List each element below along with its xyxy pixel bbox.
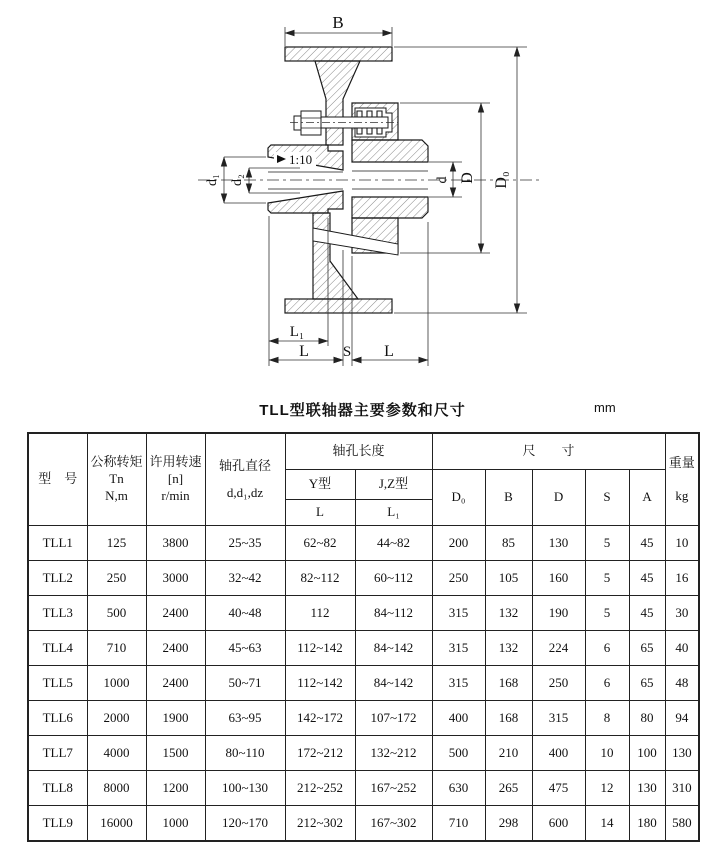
- table-cell: 310: [665, 771, 699, 806]
- table-cell: TLL4: [28, 631, 87, 666]
- table-cell: 125: [87, 526, 146, 561]
- table-cell: 65: [629, 631, 665, 666]
- table-cell: 160: [532, 561, 585, 596]
- table-row: [28, 771, 699, 806]
- table-cell: 5: [585, 526, 629, 561]
- table-cell: 224: [532, 631, 585, 666]
- dim-label-D0: D₀: [493, 171, 510, 189]
- table-cell: 315: [432, 596, 485, 631]
- table-cell: 5: [585, 561, 629, 596]
- table-cell: 475: [532, 771, 585, 806]
- table-cell: 2000: [87, 701, 146, 736]
- table-cell: 100~130: [205, 771, 285, 806]
- table-cell: 130: [629, 771, 665, 806]
- table-cell: 212~302: [285, 806, 355, 842]
- table-cell: 12: [585, 771, 629, 806]
- table-cell: 84~142: [355, 631, 432, 666]
- table-cell: 6: [585, 666, 629, 701]
- table-cell: 112~142: [285, 631, 355, 666]
- dim-label-S: S: [342, 344, 352, 360]
- table-cell: 32~42: [205, 561, 285, 596]
- table-cell: 132~212: [355, 736, 432, 771]
- brake-wheel-top-rim: [285, 47, 392, 61]
- table-cell: 400: [432, 701, 485, 736]
- table-cell: 250: [532, 666, 585, 701]
- speed-line3: r/min: [161, 487, 190, 503]
- table-cell: 1500: [146, 736, 205, 771]
- table-cell: 80: [629, 701, 665, 736]
- table-cell: 40~48: [205, 596, 285, 631]
- table-cell: 8: [585, 701, 629, 736]
- col-header-weight: [665, 433, 699, 526]
- coupling-drawing: [0, 0, 725, 396]
- table-cell: 65: [629, 666, 665, 701]
- table-cell: 45: [629, 561, 665, 596]
- table-cell: 2400: [146, 631, 205, 666]
- table-cell: 60~112: [355, 561, 432, 596]
- table-cell: 50~71: [205, 666, 285, 701]
- table-cell: 3000: [146, 561, 205, 596]
- table-cell: 63~95: [205, 701, 285, 736]
- table-cell: 3800: [146, 526, 205, 561]
- table-cell: 10: [585, 736, 629, 771]
- torque-line1: 公称转矩: [90, 454, 143, 470]
- table-cell: 16000: [87, 806, 146, 842]
- table-cell: 84~112: [355, 596, 432, 631]
- table-cell: 600: [532, 806, 585, 842]
- table-cell: 105: [485, 561, 532, 596]
- col-header-model: 型 号: [28, 433, 87, 526]
- taper-label: 1:10: [289, 152, 313, 167]
- table-row: [28, 736, 699, 771]
- table-cell: 500: [87, 596, 146, 631]
- table-cell: 1000: [146, 806, 205, 842]
- col-header-L: L: [285, 500, 355, 526]
- table-cell: 80~110: [205, 736, 285, 771]
- col-header-torque: [87, 433, 146, 526]
- table-cell: TLL2: [28, 561, 87, 596]
- table-cell: 710: [432, 806, 485, 842]
- speed-line2: [n]: [167, 471, 184, 487]
- table-cell: 130: [532, 526, 585, 561]
- col-header-D0: D₀: [432, 470, 485, 526]
- table-cell: 400: [532, 736, 585, 771]
- table-cell: 100: [629, 736, 665, 771]
- table-row: [28, 526, 699, 561]
- left-hub-lower: [268, 191, 343, 213]
- weight-line2: kg: [675, 487, 689, 503]
- bolt-hex-head: [301, 111, 321, 135]
- table-cell: 62~82: [285, 526, 355, 561]
- table-cell: 710: [87, 631, 146, 666]
- col-header-y-type: Y型: [285, 470, 355, 500]
- table-cell: 580: [665, 806, 699, 842]
- table-row: [28, 561, 699, 596]
- table-cell: 40: [665, 631, 699, 666]
- table-cell: 315: [432, 631, 485, 666]
- table-cell: 82~112: [285, 561, 355, 596]
- bolt-washer: [294, 116, 301, 130]
- col-header-D: D: [532, 470, 585, 526]
- table-cell: 132: [485, 631, 532, 666]
- weight-line1: 重量: [668, 454, 695, 470]
- table-cell: 172~212: [285, 736, 355, 771]
- table-cell: 250: [87, 561, 146, 596]
- page-title: TLL型联轴器主要参数和尺寸: [259, 402, 466, 419]
- table-row: [28, 701, 699, 736]
- table-cell: 315: [532, 701, 585, 736]
- table-cell: 132: [485, 596, 532, 631]
- dim-label-D: D: [459, 172, 476, 184]
- table-cell: 85: [485, 526, 532, 561]
- table-cell: TLL9: [28, 806, 87, 842]
- col-header-A: A: [629, 470, 665, 526]
- dim-label-B: B: [332, 13, 344, 32]
- col-header-bore-diameter: [205, 433, 285, 526]
- table-cell: 25~35: [205, 526, 285, 561]
- table-cell: 112: [285, 596, 355, 631]
- dim-label-d: d: [435, 176, 450, 184]
- table-cell: 84~142: [355, 666, 432, 701]
- table-row: [28, 806, 699, 842]
- table-cell: 630: [432, 771, 485, 806]
- table-cell: 2400: [146, 596, 205, 631]
- table-cell: 2400: [146, 666, 205, 701]
- dim-label-L-right: L: [384, 343, 394, 360]
- table-cell: 5: [585, 596, 629, 631]
- table-cell: 315: [432, 666, 485, 701]
- col-header-S: S: [585, 470, 629, 526]
- col-header-bore-length: 轴孔长度: [285, 433, 432, 470]
- table-cell: TLL8: [28, 771, 87, 806]
- table-cell: TLL3: [28, 596, 87, 631]
- table-cell: TLL6: [28, 701, 87, 736]
- torque-line3: N,m: [105, 487, 128, 503]
- title-row: [0, 399, 725, 423]
- table-cell: 1000: [87, 666, 146, 701]
- table-cell: 16: [665, 561, 699, 596]
- table-cell: 168: [485, 666, 532, 701]
- taper-callout: [274, 152, 316, 167]
- table-cell: 200: [432, 526, 485, 561]
- table-cell: 180: [629, 806, 665, 842]
- torque-line2: Tn: [109, 471, 124, 487]
- table-cell: TLL7: [28, 736, 87, 771]
- table-row: [28, 666, 699, 701]
- brake-wheel-bottom-rim: [285, 299, 392, 313]
- dim-label-d1: d₁: [205, 174, 220, 186]
- table-cell: 500: [432, 736, 485, 771]
- table-cell: 8000: [87, 771, 146, 806]
- table-cell: 190: [532, 596, 585, 631]
- dim-label-d2: d₂: [230, 174, 245, 186]
- dim-label-L1: L₁: [289, 324, 305, 340]
- table-header: [28, 433, 699, 526]
- table-row: [28, 631, 699, 666]
- table-cell: 112~142: [285, 666, 355, 701]
- table-cell: 45: [629, 596, 665, 631]
- table-cell: 45: [629, 526, 665, 561]
- table-cell: 44~82: [355, 526, 432, 561]
- unit-label: mm: [594, 400, 616, 415]
- table-row: [28, 596, 699, 631]
- table-cell: 265: [485, 771, 532, 806]
- table-cell: 4000: [87, 736, 146, 771]
- table-cell: 212~252: [285, 771, 355, 806]
- table-cell: 45~63: [205, 631, 285, 666]
- table-cell: 6: [585, 631, 629, 666]
- table-cell: TLL1: [28, 526, 87, 561]
- table-cell: 120~170: [205, 806, 285, 842]
- table-cell: 167~302: [355, 806, 432, 842]
- table-cell: TLL5: [28, 666, 87, 701]
- table-cell: 250: [432, 561, 485, 596]
- parameters-table: [27, 432, 700, 842]
- table-body: [28, 526, 699, 842]
- col-header-speed: [146, 433, 205, 526]
- table-cell: 94: [665, 701, 699, 736]
- brake-wheel-web-lower: [313, 213, 358, 299]
- col-header-dimensions: 尺 寸: [432, 433, 665, 470]
- coupling-drawing-svg: [0, 0, 725, 396]
- table-cell: 210: [485, 736, 532, 771]
- table-cell: 1900: [146, 701, 205, 736]
- table-cell: 14: [585, 806, 629, 842]
- table-cell: 1200: [146, 771, 205, 806]
- table-cell: 30: [665, 596, 699, 631]
- bore-line1: 轴孔直径: [218, 457, 271, 473]
- speed-line1: 许用转速: [149, 454, 202, 470]
- col-header-jz-type: J,Z型: [355, 470, 432, 500]
- table-cell: 168: [485, 701, 532, 736]
- table-cell: 142~172: [285, 701, 355, 736]
- col-header-L1: L₁: [355, 500, 432, 526]
- right-hub-upper: [352, 140, 428, 162]
- dim-label-L-left: L: [299, 343, 309, 360]
- col-header-B: B: [485, 470, 532, 526]
- right-hub-lower: [352, 197, 428, 218]
- table-cell: 10: [665, 526, 699, 561]
- table-cell: 130: [665, 736, 699, 771]
- table-cell: 48: [665, 666, 699, 701]
- table-cell: 107~172: [355, 701, 432, 736]
- table-cell: 167~252: [355, 771, 432, 806]
- table-cell: 298: [485, 806, 532, 842]
- bore-line2: d,d₁,dz: [226, 484, 264, 500]
